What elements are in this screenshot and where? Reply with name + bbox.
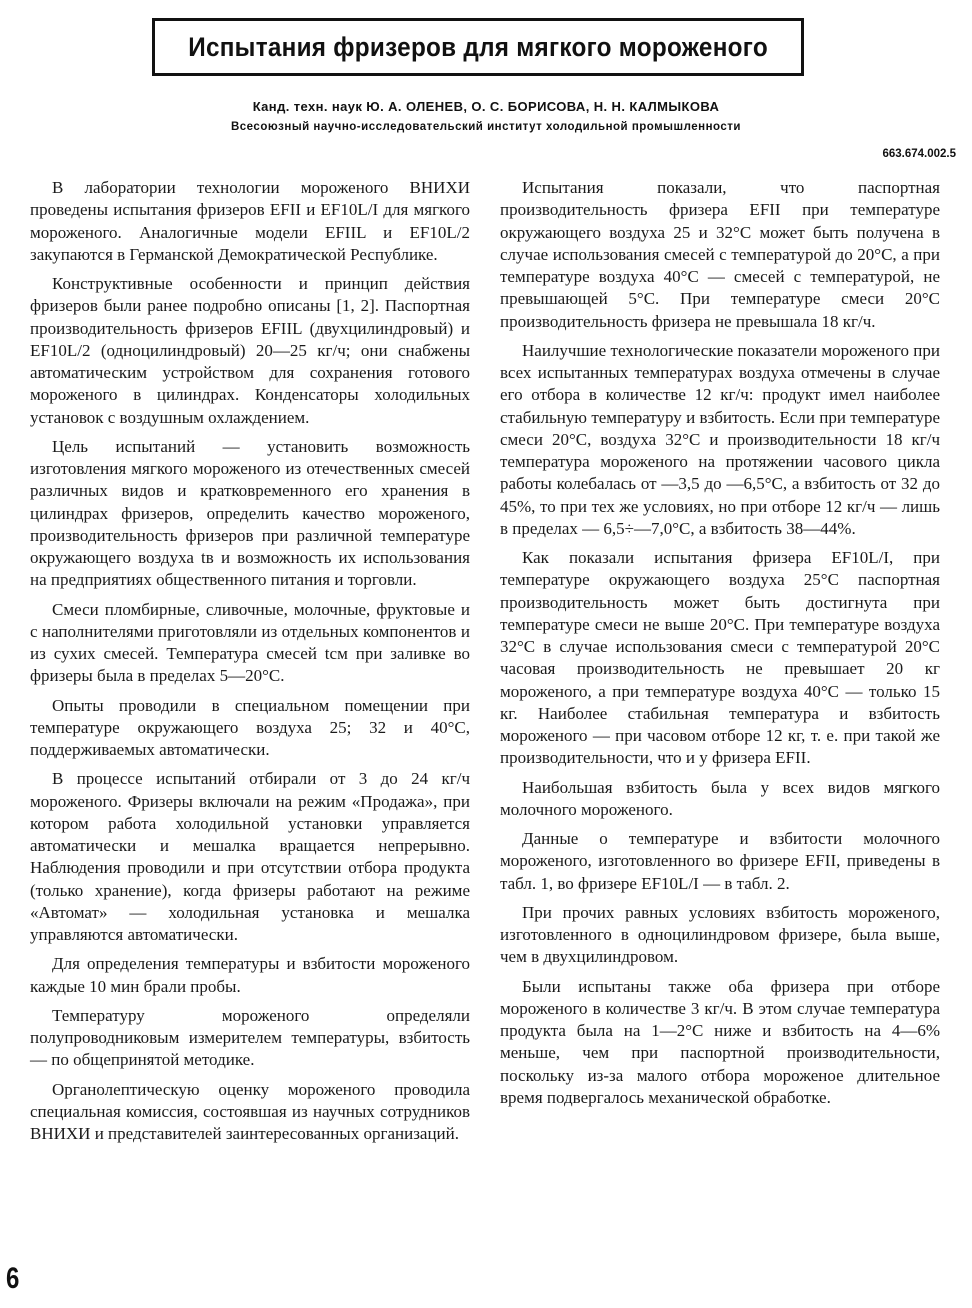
paragraph: Смеси пломбирные, сливочные, молочные, фруктовые и с наполнителями приготовляли из отдельных компонентов и из сухих смесей. Температура смесей tсм при заливке во фризеры была в пределах 5—20°С.: [30, 599, 470, 686]
paragraph: Температуру мороженого определяли полупроводниковым измерителем температуры, взбитость — по общепринятой методике.: [30, 1005, 470, 1070]
paragraph: Опыты проводили в специальном помещении при температуре окружающего воздуха 25; 32 и 40°С, поддерживаемых автоматически.: [30, 695, 470, 759]
left-column: [30, 177, 470, 1152]
udc-code: 663.674.002.5: [882, 148, 956, 160]
right-column: [500, 177, 940, 1116]
paragraph: Данные о температуре и взбитости молочного мороженого, изготовленного во фризере EFII, приведены в табл. 1, во фризере EF10L/I — в табл. 2.: [500, 829, 940, 893]
paragraph: В лаборатории технологии мороженого ВНИХИ проведены испытания фризеров EFII и EF10L/I для мягкого мороженого. Аналогичные модели EFIIL и EF10L/2 закупаются в Германской Демократической Республике.: [30, 178, 470, 264]
paragraph: Были испытаны также оба фризера при отборе мороженого в количестве 3 кг/ч. В этом случае температура продукта была на 1—2°С ниже и взбитость на 4—6% меньше, чем при паспортной производительности, поскольку из-за малого отбора мороженое длительное время подвергалось механической обработке.: [500, 976, 940, 1107]
paragraph: Для определения температуры и взбитости мороженого каждые 10 мин брали пробы.: [30, 954, 470, 996]
page-number: 6: [6, 1262, 20, 1295]
affiliation-line: Всесоюзный научно-исследовательский институт холодильной промышленности: [230, 121, 741, 133]
paragraph: Наилучшие технологические показатели мороженого при всех испытанных температурах воздуха отмечены в случае его отбора в количестве 12 кг/ч: продукт имел наиболее стабильную температуру и взбитость. Если при температуре смеси 20°С, воздуха 32°С и производительности 18 кг/ч температура мороженого на протяжении часового цикла работы колебалась от —3,5 до —6,5°С, а взбитость от 32 до 45%, то при тех же условиях, но при отборе 12 кг/ч — лишь в пределах — 6,5÷—7,0°С, а взбитость 38—44%.: [500, 340, 940, 538]
paragraph: Испытания показали, что паспортная производительность фризера EFII при температуре окружающего воздуха 25 и 32°С может быть получена в случае использования смесей с температурой до 20°С, а при температуре воздуха 40°С — смесей с температурой, не превышающей 5°С. При температуре смеси 20°С производительность фризера не превышала 18 кг/ч.: [500, 178, 940, 331]
author-line: Канд. техн. наук Ю. А. ОЛЕНЕВ, О. С. БОРИСОВА, Н. Н. КАЛМЫКОВА: [252, 99, 720, 114]
article-title: Испытания фризеров для мягкого мороженого: [188, 31, 768, 62]
paragraph: Как показали испытания фризера EF10L/I, при температуре окружающего воздуха 25°С паспортная производительность может быть достигнута при температуре смеси не выше 20°С. При температуре воздуха 32°С в случае использования смеси с температурой 20°С часовая производительность не превышает 20 кг мороженого, а при температуре воздуха 40°С — только 15 кг. Наиболее стабильная температура и взбитость мороженого — при часовом отборе 12 кг, т. е. при такой же производительности, что и у фризера EFII.: [500, 548, 940, 768]
title-frame: [152, 18, 804, 76]
paragraph: Органолептическую оценку мороженого проводила специальная комиссия, состоявшая из научных сотрудников ВНИХИ и представителей заинтересованных организаций.: [30, 1079, 470, 1143]
paragraph: Цель испытаний — установить возможность изготовления мягкого мороженого из отечественных смесей различных видов и кратковременного его хранения в цилиндрах фризеров, определить качество мороженого, производительность фризеров при различной температуре окружающего воздуха tв и возможность их использования на предприятиях общественного питания и торговли.: [30, 436, 470, 590]
paragraph: Наибольшая взбитость была у всех видов мягкого молочного мороженого.: [500, 777, 940, 819]
paragraph: Конструктивные особенности и принцип действия фризеров были ранее подробно описаны [1, 2]. Паспортная производительность фризеров EFIIL (двухцилиндровый) и EF10L/2 (одноцилиндровый) 20—25 кг/ч; они снабжены автоматическим устройством для сохранения готового мороженого в цилиндрах. Конденсаторы холодильных установок с воздушным охлаждением.: [30, 274, 470, 427]
paragraph: При прочих равных условиях взбитость мороженого, изготовленного в одноцилиндровом фризере, была выше, чем в двухцилиндровом.: [500, 902, 940, 967]
paragraph: В процессе испытаний отбирали от 3 до 24 кг/ч мороженого. Фризеры включали на режим «Продажа», при котором работа холодильной установки управляется автоматически и мешалка вращается непрерывно. Наблюдения проводили и при отсутствии отбора продукта (только хранение), когда фризеры работают на режиме «Автомат» — холодильная установка и мешалка управляются автоматически.: [30, 769, 470, 944]
